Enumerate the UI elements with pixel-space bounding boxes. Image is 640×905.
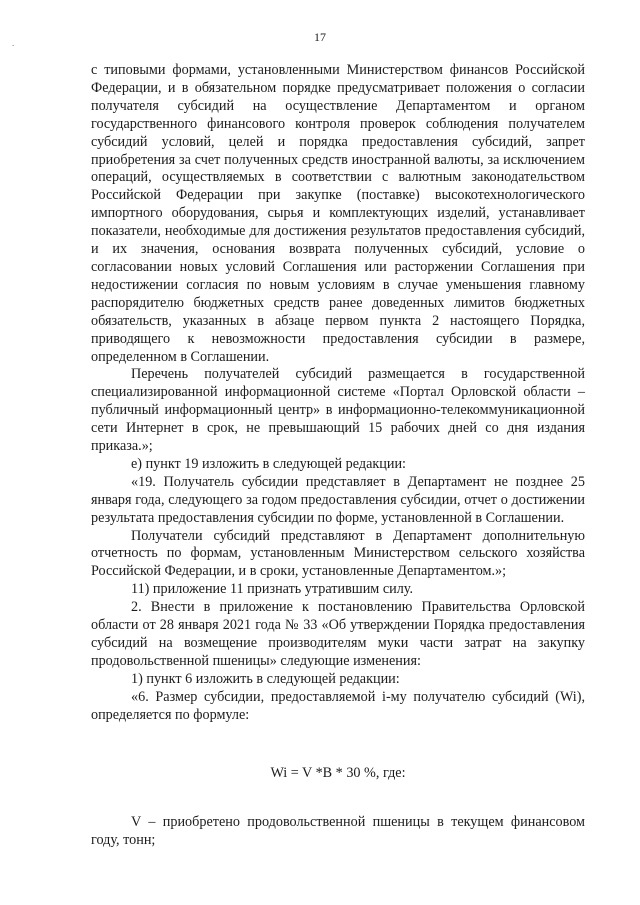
paragraph-point-6: «6. Размер субсидии, предоставляемой i-му получателю субсидий (Wi), определяется по формуле: [91, 688, 585, 723]
page-number: 17 [314, 30, 326, 44]
paragraph-item-1: 1) пункт 6 изложить в следующей редакции: [131, 670, 400, 687]
paragraph-point-19: «19. Получатель субсидии представляет в Департамент не позднее 25 января года, следующего за годом предоставления субсидии, отчет о достижении результата предоставления субсидии по форме, установленной в Соглашении. [91, 473, 585, 526]
paragraph-item-11: 11) приложение 11 признать утратившим силу. [131, 581, 414, 598]
paragraph-recipients-list: Перечень получателей субсидий размещается в государственной специализированной информационной системе «Портал Орловской области – публичный информационный центр» в информационно-телекоммуникационной сети Интернет в срок, не превышающий 15 рабочих дней со дня издания приказа.»; [91, 366, 585, 455]
paragraph-item-e: е) пункт 19 изложить в следующей редакции: [131, 455, 406, 472]
paragraph-variable-v: V – приобретено продовольственной пшеницы в текущем финансовом году, тонн; [91, 814, 585, 849]
scan-mark: . [12, 38, 15, 48]
paragraph-additional-reporting: Получатели субсидий представляют в Департамент дополнительную отчетность по формам, установленным Министерством сельского хозяйства Российской Федерации, и в сроки, установленные Департаментом.»; [91, 527, 585, 580]
paragraph-conditions: с типовыми формами, установленными Министерством финансов Российской Федерации, и в обязательном порядке предусматривает положения о согласии получателя субсидий на осуществление Департаментом и органом государственного финансового контроля проверок соблюдения получателем субсидий условий, целей и порядка предоставления субсидий, запрет приобретения за счет полученных средств иностранной валюты, за исключением операций, осуществляемых в соответствии с валютным законодательством Российской Федерации при закупке (поставке) высокотехнологического импортного оборудования, сырья и комплектующих изделий, устанавливает показатели, необходимые для достижения результатов предоставления субсидий, и их значения, основания возврата полученных субсидий, условие о согласовании новых условий Соглашения или расторжении Соглашения при недостижении согласия по новым условиям в случае уменьшения главному распорядителю бюджетных средств ранее доведенных лимитов бюджетных обязательств, указанных в абзаце первом пункта 2 настоящего Порядка, приводящего к невозможности предоставления субсидии в размере, определенном в Соглашении. [91, 62, 585, 365]
document-body [91, 62, 585, 850]
formula: Wi = V *B * 30 %, где: [270, 764, 406, 781]
paragraph-section-2: 2. Внести в приложение к постановлению Правительства Орловской области от 28 января 2021 года № 33 «Об утверждении Порядка предоставления субсидий на возмещение производителям муки части затрат на закупку продовольственной пшеницы» следующие изменения: [91, 599, 585, 669]
